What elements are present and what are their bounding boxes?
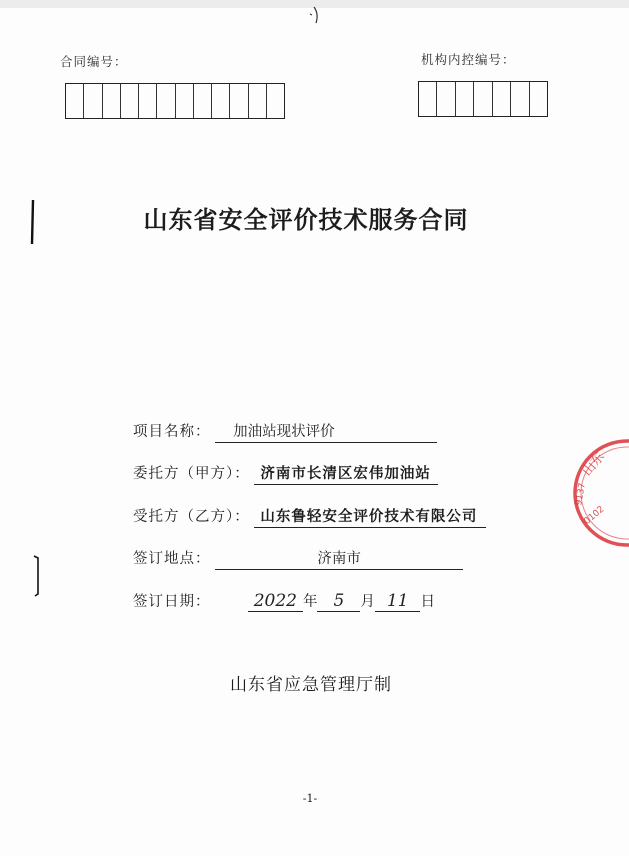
project-label: 项目名称：: [133, 424, 211, 440]
digit-box[interactable]: [419, 82, 437, 116]
digit-box[interactable]: [493, 82, 511, 116]
digit-box[interactable]: [437, 82, 455, 116]
date-month: 5: [317, 591, 360, 612]
company-seal-icon: [572, 438, 629, 548]
client-value: 济南市长清区宏伟加油站: [254, 462, 438, 485]
digit-box[interactable]: [474, 82, 492, 116]
date-month-unit: 月: [360, 594, 375, 610]
place-row: [133, 547, 463, 570]
digit-box[interactable]: [176, 84, 194, 118]
digit-box[interactable]: [230, 84, 248, 118]
digit-box[interactable]: [103, 84, 121, 118]
project-row: [133, 420, 437, 443]
contractor-label: 受托方（乙方）：: [133, 509, 250, 525]
ink-scribble-top: [300, 4, 330, 26]
date-label: 签订日期：: [133, 594, 211, 610]
date-year-unit: 年: [302, 594, 318, 610]
place-value: [215, 547, 463, 570]
place-label: 签订地点：: [133, 551, 211, 567]
contract-number-boxes[interactable]: [65, 83, 285, 119]
digit-box[interactable]: [139, 84, 157, 118]
client-label: 委托方（甲方）：: [133, 466, 250, 482]
internal-number-label: 机构内控编号：: [421, 52, 516, 67]
date-day: 11: [375, 591, 421, 612]
contractor-value: 山东鲁轻安全评价技术有限公司: [254, 505, 486, 528]
digit-box[interactable]: [249, 84, 267, 118]
date-day-unit: 日: [420, 594, 435, 610]
contract-number-label: 合同编号：: [60, 54, 128, 69]
digit-box[interactable]: [530, 82, 547, 116]
page-number: -1-: [302, 792, 318, 805]
date-year: 2022: [248, 591, 303, 612]
place-value-text: 济南市: [317, 551, 361, 567]
digit-box[interactable]: [66, 84, 84, 118]
digit-box[interactable]: [84, 84, 102, 118]
svg-text:9137: 9137: [574, 482, 588, 507]
internal-number-boxes[interactable]: [418, 81, 548, 117]
client-row: [133, 462, 438, 485]
svg-text:0102: 0102: [582, 504, 607, 527]
contractor-row: [133, 505, 486, 528]
digit-box[interactable]: [511, 82, 529, 116]
digit-box[interactable]: [121, 84, 139, 118]
digit-box[interactable]: [194, 84, 212, 118]
project-value-text: 加油站现状评价: [233, 424, 335, 440]
digit-box[interactable]: [157, 84, 175, 118]
svg-text:山东: 山东: [579, 449, 608, 480]
ink-bracket-left: [30, 552, 44, 600]
date-row: [133, 590, 435, 612]
digit-box[interactable]: [456, 82, 474, 116]
digit-box[interactable]: [267, 84, 284, 118]
issuer-text: 山东省应急管理厅制: [230, 675, 392, 695]
project-value: [215, 420, 437, 443]
document-title: 山东省安全评价技术服务合同: [143, 205, 469, 234]
digit-box[interactable]: [212, 84, 230, 118]
